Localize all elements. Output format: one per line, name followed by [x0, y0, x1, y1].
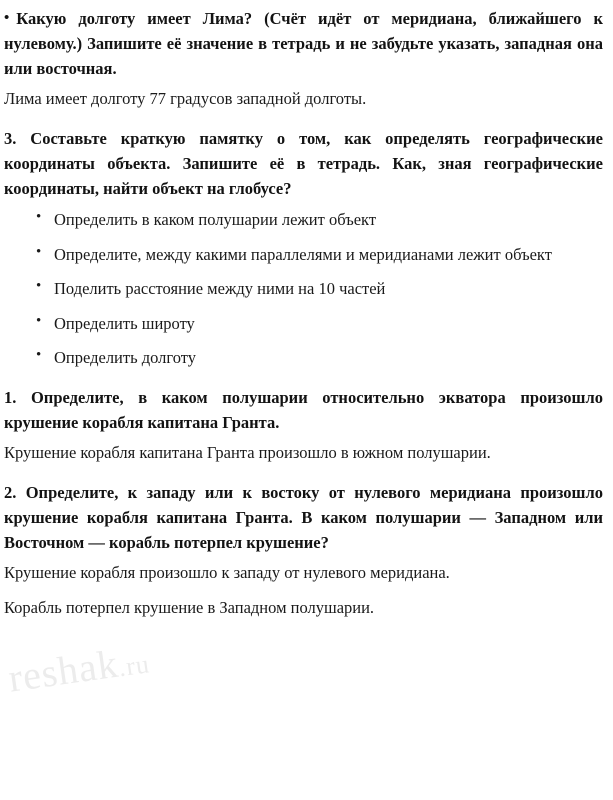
answer-2-hemisphere: Корабль потерпел крушение в Западном полушарии.	[4, 597, 375, 617]
memo-steps-list	[4, 207, 603, 371]
answer-1-hemisphere: Крушение корабля капитана Гранта произошло в южном полушарии.	[4, 443, 491, 463]
question-1-hemisphere: 1. Определите, в каком полушарии относительно экватора произошло крушение корабля капитана Гранта.	[4, 388, 603, 433]
question-3-memo: 3. Составьте краткую памятку о том, как определять географические координаты объекта. Запишите её в тетрадь. Как, зная географические координаты, найти объект на глобусе?	[4, 128, 603, 199]
watermark-suffix: .ru	[116, 649, 152, 683]
watermark-main: reshak	[5, 640, 122, 701]
list-item: • Определите, между какими параллелями и меридианами лежит объект	[4, 242, 603, 268]
list-item: • Определить долготу	[4, 345, 603, 371]
list-item: • Поделить расстояние между ними на 10 частей	[4, 276, 603, 302]
answer-longitude: Лима имеет долготу 77 градусов западной долготы.	[4, 89, 367, 109]
answer-2-meridian: Крушение корабля произошло к западу от нулевого меридиана.	[4, 563, 450, 583]
question-2-meridian: 2. Определите, к западу или к востоку от нулевого меридиана произошло крушение корабля капитана Гранта. В каком полушарии — Западном или Восточном — корабль потерпел крушение?	[4, 482, 603, 553]
question-text: Какую долготу имеет Лима? (Счёт идёт от меридиана, ближайшего к нулевому.) Запишите её значение в тетрадь и не забудьте указать, западная она или восточная.	[4, 9, 603, 79]
question-bullet-longitude	[4, 6, 603, 81]
list-item: • Определить широту	[4, 311, 603, 337]
bullet-dot-icon: •	[4, 10, 10, 26]
watermark	[5, 635, 152, 701]
list-item: • Определить в каком полушарии лежит объект	[4, 207, 603, 233]
